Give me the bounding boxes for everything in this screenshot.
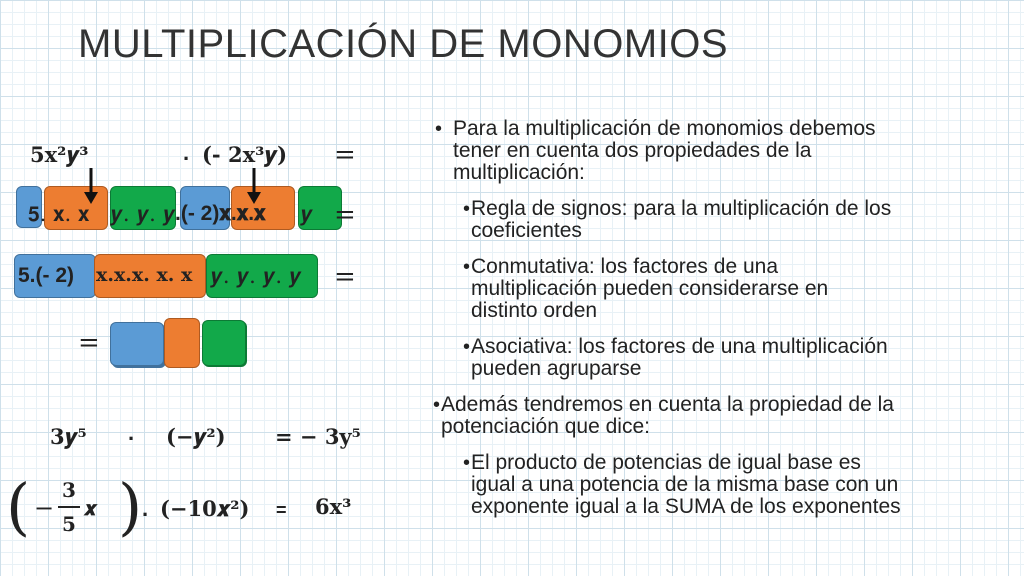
equals-sign: = [334,262,356,292]
expanded-second-monomial: .(- 2)𝐱.𝐱.𝐱 [175,202,266,225]
dot-operator: . [142,496,149,521]
dot-operator: . [128,420,135,445]
equals-sign: = [276,500,287,520]
fraction-denominator: 5 [62,512,76,536]
grouped-coefficients: 5.(- 2) [18,264,75,287]
monomial-2: (- 2𝐱³𝒚) [202,142,288,167]
equals-sign: = [334,200,356,230]
example-1-term-a: 𝟑𝒚⁵ [50,424,87,449]
example-1-result: = − 𝟑𝐲⁵ [275,424,361,449]
result-y-box [202,320,246,366]
x-variable: 𝒙 [84,496,97,520]
equals-sign: = [78,328,100,358]
down-arrow-icon [245,168,263,206]
equals-sign: = [334,140,356,170]
expanded-x-terms: 𝟓. 𝐱. 𝐱 [28,202,90,226]
down-arrow-icon [82,168,100,206]
expanded-y-single: 𝒚 [300,202,313,226]
fraction-bar [58,506,80,508]
left-paren: ( [6,470,31,543]
minus-sign: − [34,494,55,522]
monomial-1: 𝟓𝐱²𝒚³ [30,142,89,167]
fraction-numerator: 3 [62,478,76,502]
example-2-term-b: (−𝟏𝟎𝒙²) [160,496,250,521]
result-coefficient-box [110,322,164,366]
grouped-y-factors: 𝒚. 𝒚. 𝒚. 𝒚 [210,264,302,288]
grouped-x-factors: 𝐱.𝐱.𝐱. 𝐱. 𝐱 [96,264,193,286]
right-paren: ) [118,470,143,543]
example-1-term-b: (−𝒚²) [166,424,226,449]
result-x-box [164,318,200,368]
example-2-result: 𝟔𝐱³ [315,494,352,519]
expanded-y-terms: 𝒚. 𝒚. 𝒚 [110,202,176,226]
dot-operator: . [183,140,190,165]
slide-title: MULTIPLICACIÓN DE MONOMIOS [78,22,729,66]
